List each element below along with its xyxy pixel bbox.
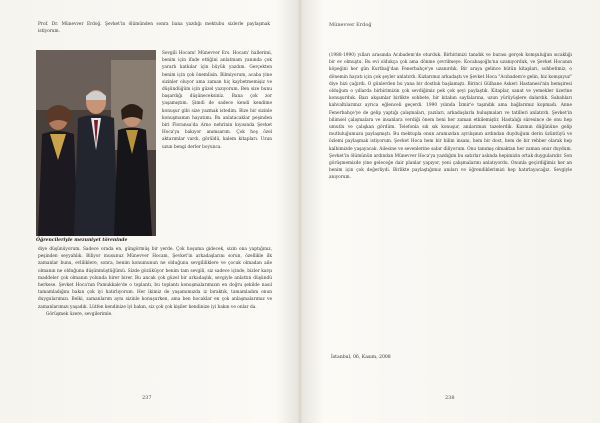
lower-paragraph: diye düşünüyorum. Sadece orada en, güngörmüş bir yerde. Çok hoşuma gidecek, sizin ona yaptığınız, peşinden seyyahlık. Biliyor musunuz Münevver Hocam, Şevket'in arkadaşlarını sorun, özellikle ilk zamanlar bunu, evliliklere, sonra, benim konumunun ne olduğunu sevgililiklere ve çocuk olmadan aile olmanın ne olduğuna düşünmüştüğümü. Sizde gözüküyor benim tam sevgili, siz sadece içinde, bizler karşı maddeler çok olmanın yolunda birer birer. Bu ancak çok güzel bir arkadaşlık, sevgiyle anlattın düşündü herkese. Şevket Hoca'nın Pamukkale'de o toplantı, bu toplantı konuşmalarımızın en doğru şekilde nasıl tamamladığını bakın çok iyi hatırlıyorum. Her ikimiz de yaşamımızda iz bıraktık, tamamladım onun duygularımızı. Belki, zamanlarım aynı sizinle konuşurken, ama ben hocaklar en çok anlaşmalarımız ve zamanlarımızı yaşadık. Lütfen kendinize iyi bakın, siz çok çok kişiler kendinize iyi bakın ve onlar da.: [38, 247, 272, 310]
left-page: [0, 0, 299, 423]
right-page: [301, 0, 600, 423]
lower-text-block: [38, 246, 272, 318]
photo-caption: Öğrencileriyle mezuniyet töreninde: [36, 238, 128, 243]
closing-line: Görüşmek üzere, sevgilerimle.: [46, 311, 113, 317]
page-number-right: 238: [445, 395, 455, 401]
side-column-text: Sevgili Hocam! Münevver Ers. Hocam' hallerimi, benim için ifade ettiğini anlatmam yanında çok yararlı katkılar için büyük yazdım. Gerçekten benim için çok önemlisin. Bilmiyorum, acaba yine sizinler oluyor ama zaman hiç kaybetmemişiz ve düşündüğüm için güzel yazıyorum. Ben size bunu başardığı düşüneceksiniz. Bana çok zor yaşamıştım. Şimdi de sadece kendi kendime konuşur gibi size yazmak istedim. Bize bir sizinle konuşmamın hayatımı. Bu anlatacaklar peşinden biri Floransa'da Arno nehrinin kıyısında Şevket Hoca'ya bakıyor anımsarım. Çok hoş özel aktarımlar vardı, görüldü, kalem kitapları. Uzun uzun bengi derler boyunca.: [162, 51, 272, 150]
running-head: Münevver Erdoğ: [329, 22, 372, 28]
intro-paragraph: Prof. Dr. Münevver Erdoğ. Şevket'in ölümünden sonra bana yazdığı mektubu sizlerle paylaşmak istiyorum.: [38, 22, 270, 35]
graduation-photo-icon: [36, 50, 156, 236]
signoff-line: İstanbul, 06, Kasım, 2008: [331, 355, 391, 360]
page-number-left: 237: [142, 395, 152, 401]
right-body-text: (1988-1990) yılları arasında Acıbadem'de oturduk. Birbirimizi tanıdık ve burası gerçek komşuluğun sıcaklığı bir ev olmuştu. Bu evi oldukça çok ama dönme çevrilmeye. Kocabaşoğlu'na uzanıyorduk, ve Şevket Hocanın köpeğini her gün Kurtbağ'dan Fenerbahçe'ye uzanırdık. Bir araya gelince bütün kitapları, sohbetimiz, o dönemin hayatı için çok şeyler anlatırdı. Kızlarımız arkadaştı ve Şevket Hoca "Acıbadem'e gelin, biz komşuyuz" diye bizi çağırdı. O günlerden bu yana bir dostluk başlamıştı. Birinci Gülhane Askeri Hastanesi'nin hemşiresi olduğum o yıllarda birbirimizin çok sevdiğimiz pek çok şeyi paylaştık. Kitaplar, sanat ve yemekler üzerine konuşurduk. Bazı akşamlar birlikte sohbete, bir kitabın sayfalarına, uzun yürüyüşlere dalardık. Sabahları kahvaltılarımız ayrıca eğlenceli geçerdi. 1990 yılında İzmir'e taşındık ama bağlarımız kopmadı. Anne Fenerbahçe'ye de gelip yaptığı çalışmaları, yazıları, arkadaşlarla buluşmaları ve tatilleri anlatırdı. Şevket'in bilimsel çalışmalara ve insanlara verdiği önem beni her zaman etkilemiştir. Hastalığı süresince de onu hep umutlu ve çalışkan gördüm. Telefonla sık sık konuşur, anılarımızı tazelerdik. Kızımın düğününe gelip mutluluğumuzu paylaşmıştı. Bu mektupla onun aramızdan ayrılışının ardından duyduğum derin üzüntüyü ve özlemi paylaşmak istiyorum. Şevket Hoca hem bir bilim insanı, hem bir dost, hem de bir rehber olarak hep kalbimizde yaşayacak. Ailesine ve sevenlerine sabır diliyorum. Onu tanımış olmaktan her zaman onur duydum. Şevket'in ölümünün ardından Münevver Hoca'ya yazdığım bu satırlar aslında hepimizin ortak duygularıdır. Son görüşmemizde yine geleceğe dair planlar yapıyor, yeni çalışmalarını anlatıyordu. Onunla geçirdiğimiz her an benim için çok değerliydi. Birlikte paylaştığımız anıları ve öğrendiklerimizi hep hatırlayacağız. Sevgiyle anıyorum.: [329, 53, 572, 181]
